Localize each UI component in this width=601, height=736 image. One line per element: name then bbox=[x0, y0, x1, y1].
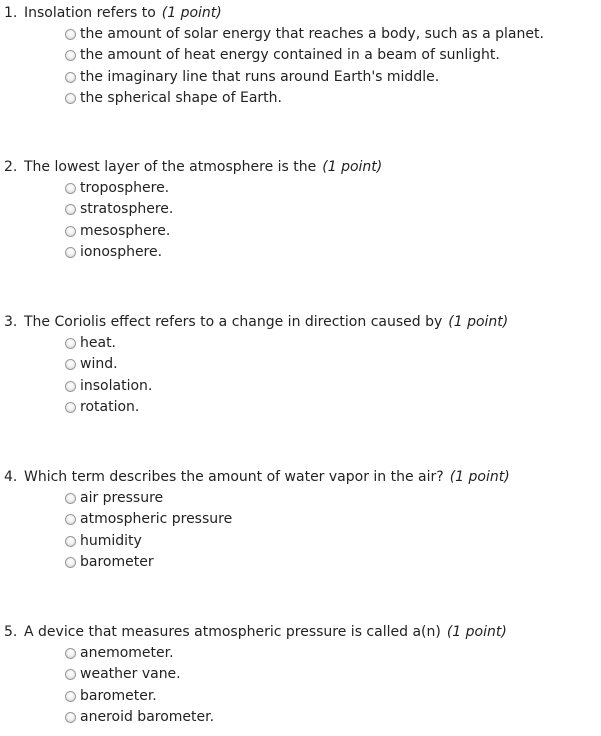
question-text: The lowest layer of the atmosphere is the bbox=[24, 159, 317, 175]
question-number: 1. bbox=[4, 5, 18, 21]
radio-button-icon[interactable] bbox=[65, 557, 76, 568]
question-points: (1 point) bbox=[322, 159, 383, 175]
answer-option-1c[interactable] bbox=[65, 67, 544, 88]
answer-option-5b[interactable] bbox=[65, 664, 214, 685]
question-points: (1 point) bbox=[446, 624, 507, 640]
answer-option-5a[interactable] bbox=[65, 643, 214, 664]
radio-button-icon[interactable] bbox=[65, 381, 76, 392]
answer-label: the imaginary line that runs around Earth's middle. bbox=[80, 68, 440, 85]
radio-button-icon[interactable] bbox=[65, 29, 76, 40]
radio-button-icon[interactable] bbox=[65, 536, 76, 547]
answer-label: anemometer. bbox=[80, 645, 174, 661]
radio-button-icon[interactable] bbox=[65, 183, 76, 194]
answer-option-4a[interactable] bbox=[65, 488, 232, 509]
answer-option-3a[interactable] bbox=[65, 333, 152, 354]
answer-label: the amount of solar energy that reaches a body, such as a planet. bbox=[80, 26, 544, 42]
question-points: (1 point) bbox=[449, 469, 510, 485]
answer-option-5c[interactable] bbox=[65, 686, 214, 707]
answer-option-2c[interactable] bbox=[65, 221, 173, 242]
question-text: Insolation refers to bbox=[24, 5, 156, 21]
radio-button-icon[interactable] bbox=[65, 204, 76, 215]
radio-button-icon[interactable] bbox=[65, 691, 76, 702]
answer-label: air pressure bbox=[80, 490, 164, 506]
question-header bbox=[4, 2, 222, 24]
answer-label: troposphere. bbox=[80, 180, 170, 196]
answer-option-4c[interactable] bbox=[65, 531, 232, 552]
answer-label: the spherical shape of Earth. bbox=[80, 89, 282, 106]
answer-label: aneroid barometer. bbox=[80, 708, 215, 725]
radio-button-icon[interactable] bbox=[65, 402, 76, 413]
answer-options bbox=[65, 178, 173, 263]
answer-label: mesosphere. bbox=[80, 222, 171, 239]
answer-options bbox=[65, 333, 152, 418]
answer-option-2d[interactable] bbox=[65, 242, 173, 263]
radio-button-icon[interactable] bbox=[65, 712, 76, 723]
answer-option-2a[interactable] bbox=[65, 178, 173, 199]
question-points: (1 point) bbox=[448, 314, 509, 330]
radio-button-icon[interactable] bbox=[65, 338, 76, 349]
answer-option-1b[interactable] bbox=[65, 45, 544, 66]
radio-button-icon[interactable] bbox=[65, 514, 76, 525]
question-header bbox=[4, 311, 508, 333]
question-number: 5. bbox=[4, 624, 18, 640]
radio-button-icon[interactable] bbox=[65, 93, 76, 104]
question-number: 2. bbox=[4, 159, 18, 175]
answer-option-4d[interactable] bbox=[65, 552, 232, 573]
radio-button-icon[interactable] bbox=[65, 226, 76, 237]
question-number: 3. bbox=[4, 314, 18, 330]
answer-label: rotation. bbox=[80, 398, 140, 415]
answer-options bbox=[65, 643, 214, 728]
question-header bbox=[4, 156, 382, 178]
answer-label: heat. bbox=[80, 335, 117, 351]
radio-button-icon[interactable] bbox=[65, 648, 76, 659]
radio-button-icon[interactable] bbox=[65, 359, 76, 370]
question-header bbox=[4, 621, 507, 643]
answer-option-5d[interactable] bbox=[65, 707, 214, 728]
answer-label: atmospheric pressure bbox=[80, 511, 233, 528]
radio-button-icon[interactable] bbox=[65, 669, 76, 680]
answer-label: ionosphere. bbox=[80, 243, 163, 260]
answer-label: humidity bbox=[80, 532, 142, 549]
answer-label: wind. bbox=[80, 356, 118, 373]
answer-label: insolation. bbox=[80, 377, 153, 394]
question-text: A device that measures atmospheric pressure is called a(n) bbox=[24, 624, 441, 640]
answer-option-3d[interactable] bbox=[65, 397, 152, 418]
answer-label: stratosphere. bbox=[80, 201, 174, 218]
answer-options bbox=[65, 24, 544, 109]
answer-option-1d[interactable] bbox=[65, 88, 544, 109]
question-text: The Coriolis effect refers to a change in direction caused by bbox=[24, 314, 443, 330]
question-header bbox=[4, 466, 510, 488]
question-number: 4. bbox=[4, 469, 18, 485]
radio-button-icon[interactable] bbox=[65, 247, 76, 258]
answer-label: barometer bbox=[80, 553, 154, 570]
question-points: (1 point) bbox=[161, 5, 222, 21]
answer-option-3c[interactable] bbox=[65, 376, 152, 397]
answer-option-4b[interactable] bbox=[65, 509, 232, 530]
radio-button-icon[interactable] bbox=[65, 493, 76, 504]
answer-option-1a[interactable] bbox=[65, 24, 544, 45]
radio-button-icon[interactable] bbox=[65, 50, 76, 61]
answer-option-2b[interactable] bbox=[65, 199, 173, 220]
answer-option-3b[interactable] bbox=[65, 354, 152, 375]
radio-button-icon[interactable] bbox=[65, 72, 76, 83]
question-text: Which term describes the amount of water vapor in the air? bbox=[24, 469, 444, 485]
answer-options bbox=[65, 488, 232, 573]
answer-label: barometer. bbox=[80, 687, 157, 704]
answer-label: weather vane. bbox=[80, 666, 181, 683]
answer-label: the amount of heat energy contained in a beam of sunlight. bbox=[80, 47, 500, 64]
